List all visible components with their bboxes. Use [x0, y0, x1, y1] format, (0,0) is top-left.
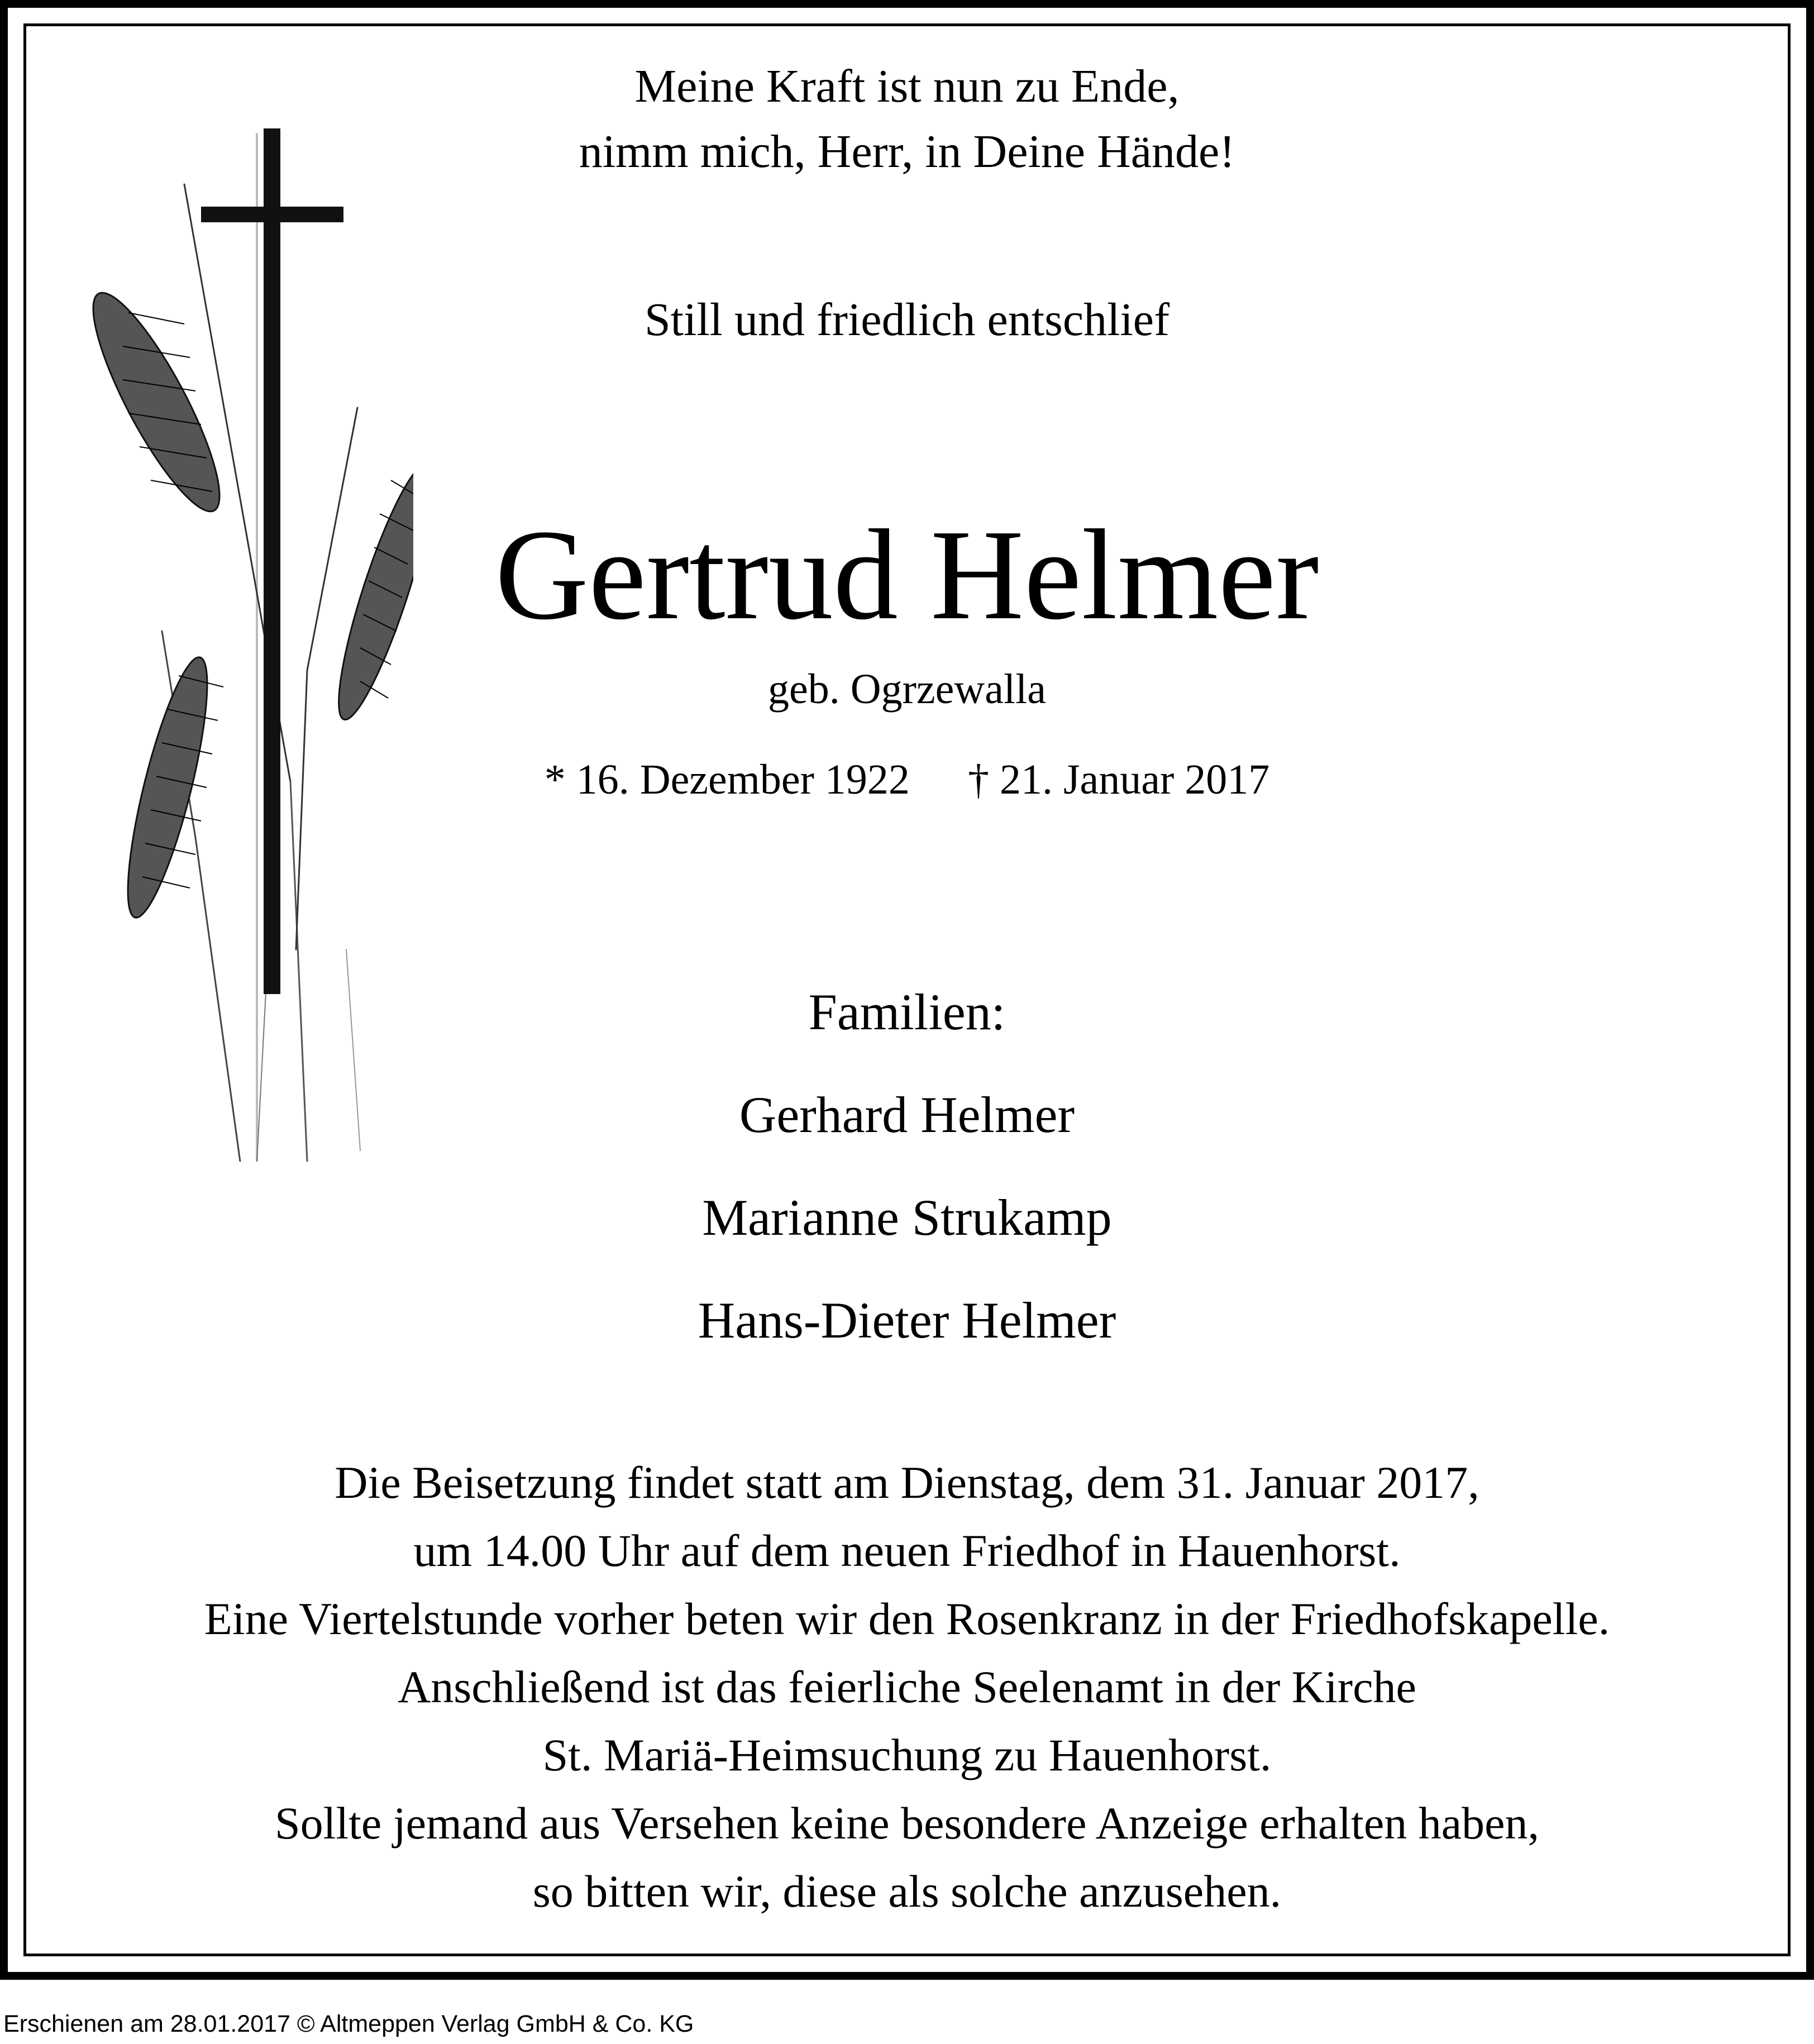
notice-line: St. Mariä-Heimsuchung zu Hauenhorst.	[542, 1730, 1272, 1780]
verse-line: nimm mich, Herr, in Deine Hände!	[579, 126, 1235, 178]
notice-line: Anschließend ist das feierliche Seelenamt in der Kirche	[398, 1661, 1416, 1712]
family-member: Marianne Strukamp	[702, 1189, 1112, 1246]
birth-date: * 16. Dezember 1922	[544, 756, 910, 803]
funeral-notice	[0, 1449, 1814, 1926]
publication-footer: Erschienen am 28.01.2017 © Altmeppen Verlag GmbH & Co. KG	[3, 2010, 694, 2037]
death-date: † 21. Januar 2017	[967, 756, 1270, 803]
family-member: Hans-Dieter Helmer	[698, 1292, 1116, 1349]
notice-line: so bitten wir, diese als solche anzusehen.	[532, 1866, 1282, 1917]
verse-line: Meine Kraft ist nun zu Ende,	[634, 60, 1180, 112]
notice-line: Sollte jemand aus Versehen keine besondere Anzeige erhalten haben,	[274, 1798, 1540, 1849]
notice-line: Eine Viertelstunde vorher beten wir den Rosenkranz in der Friedhofskapelle.	[204, 1593, 1610, 1644]
maiden-name: geb. Ogrzewalla	[768, 666, 1046, 713]
deceased-name: Gertrud Helmer	[495, 503, 1319, 647]
families-block	[0, 961, 1814, 1372]
life-dates	[0, 752, 1814, 808]
verse	[0, 54, 1814, 184]
notice-line: Die Beisetzung findet statt am Dienstag, dem 31. Januar 2017,	[335, 1457, 1479, 1508]
intro-text: Still und friedlich entschlief	[644, 294, 1170, 346]
families-heading: Familien:	[808, 983, 1006, 1040]
notice-line: um 14.00 Uhr auf dem neuen Friedhof in Hauenhorst.	[413, 1525, 1401, 1576]
family-member: Gerhard Helmer	[739, 1086, 1075, 1143]
